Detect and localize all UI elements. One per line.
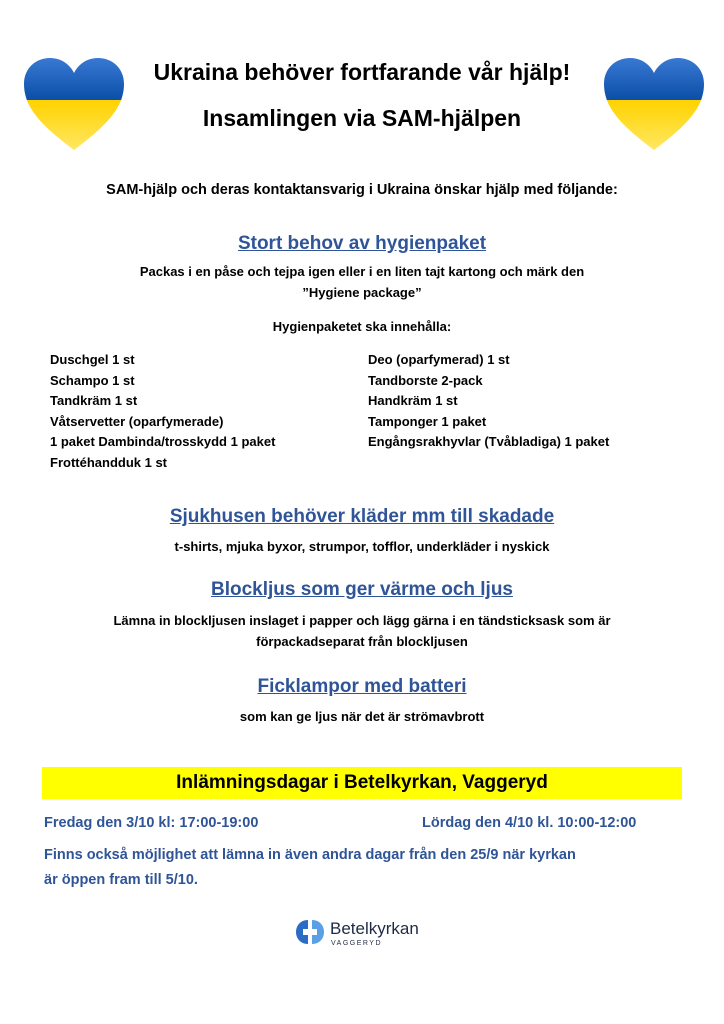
dropoff-banner-text: Inlämningsdagar i Betelkyrkan, Vaggeryd (176, 772, 548, 793)
list-item: Schampo 1 st (50, 372, 135, 388)
flashlights-desc: som kan ge ljus när det är strömavbrott (239, 709, 485, 724)
hygiene-contents-label: Hygienpaketet ska innehålla: (272, 319, 452, 334)
intro-text: SAM-hjälp och deras kontaktansvarig i Ukraina önskar hjälp med följande: (106, 182, 618, 198)
dropoff-note-line1: Finns också möjlighet att lämna in även andra dagar från den 25/9 när kyrkan (44, 847, 576, 863)
betelkyrkan-logo-icon (294, 918, 326, 946)
list-item: Frottéhandduk 1 st (50, 454, 168, 470)
hygiene-desc-line1: Packas i en påse och tejpa igen eller i en liten tajt kartong och märk den (139, 264, 585, 279)
candles-desc-line2: förpackadseparat från blockljusen (256, 634, 468, 649)
page-title: Ukraina behöver fortfarande vår hjälp! (153, 59, 571, 85)
hygiene-list-left (50, 350, 275, 473)
dropoff-friday: Fredag den 3/10 kl: 17:00-19:00 (44, 815, 259, 831)
list-item: Tandborste 2-pack (368, 372, 483, 388)
logo-name: Betelkyrkan (330, 919, 419, 938)
candles-desc-line1: Lämna in blockljusen inslaget i papper och lägg gärna i en tändsticksask som är (113, 613, 611, 628)
flashlights-heading: Ficklampor med batteri (257, 676, 467, 697)
list-item: Handkräm 1 st (368, 393, 458, 408)
dropoff-saturday: Lördag den 4/10 kl. 10:00-12:00 (422, 815, 637, 831)
hospital-heading: Sjukhusen behöver kläder mm till skadade (169, 506, 555, 527)
hygiene-desc-line2: ”Hygiene package” (302, 285, 422, 300)
logo-sub: VAGGERYD (331, 940, 383, 947)
list-item: Deo (oparfymerad) 1 st (368, 352, 510, 367)
list-item: Engångsrakhyvlar (Tvåbladiga) 1 paket (368, 434, 610, 449)
list-item: Tamponger 1 paket (368, 413, 487, 429)
list-item: Våtservetter (oparfymerade) (50, 413, 224, 429)
hospital-desc: t-shirts, mjuka byxor, strumpor, tofflor, underkläder i nyskick (174, 539, 550, 554)
list-item: Duschgel 1 st (50, 352, 135, 367)
candles-heading: Blockljus som ger värme och ljus (211, 579, 513, 600)
dropoff-note-line2: är öppen fram till 5/10. (44, 872, 198, 888)
dropoff-banner (42, 767, 682, 799)
list-item: 1 paket Dambinda/trosskydd 1 paket (50, 434, 276, 449)
page-subtitle: Insamlingen via SAM-hjälpen (202, 105, 522, 131)
hygiene-list-right (368, 350, 609, 453)
hygiene-heading: Stort behov av hygienpaket (237, 233, 487, 254)
list-item: Tandkräm 1 st (50, 393, 138, 408)
